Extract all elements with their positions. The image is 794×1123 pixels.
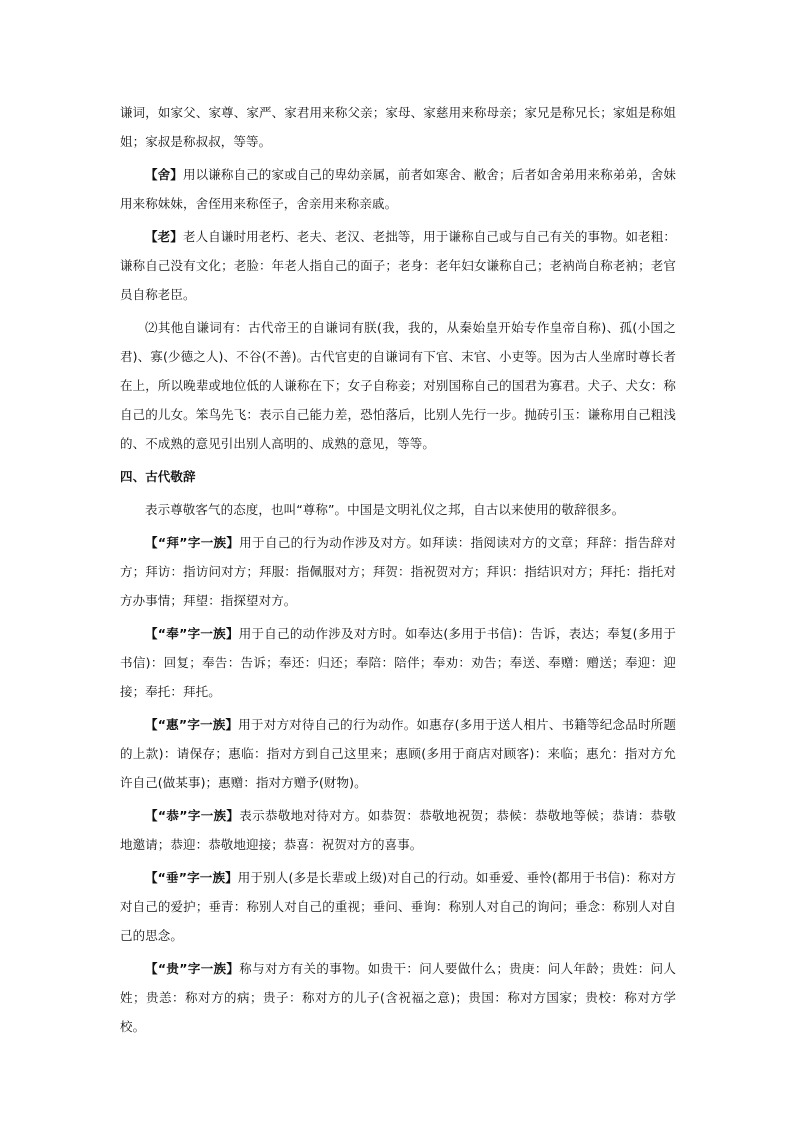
- term-lead: 【老】: [145, 229, 183, 244]
- paragraph-text: 称与对方有关的事物。如贵干：问人要做什么；贵庚：问人年龄；贵姓：问人姓；贵恙：称对方的病；贵子：称对方的儿子(含祝福之意)；贵国：称对方国家；贵校：称对方学校。: [120, 961, 677, 1034]
- paragraph-bai: [120, 528, 676, 615]
- paragraph-hui: [120, 710, 676, 797]
- paragraph-text: ⑵其他自谦词有：古代帝王的自谦词有朕(我，我的，从秦始皇开始专作皇帝自称)、孤(小国之君)、寡(少德之人)、不谷(不善)。古代官吏的自谦词有下官、末官、小吏等。因为古人坐席时尊长者在上，所以晚辈或地位低的人谦称在下；女子自称妾；对别国称自己的国君为寡君。犬子、犬女：称自己的儿女。笨鸟先飞：表示自己能力差，恐怕落后，比别人先行一步。抛砖引玉：谦称用自己粗浅的、不成熟的意见引出别人高明的、成熟的意见，等等。: [120, 320, 676, 451]
- paragraph-other-humble-terms: [120, 313, 676, 458]
- paragraph-she: [120, 160, 676, 218]
- paragraph-text: 表示恭敬地对待对方。如恭贺：恭敬地祝贺；恭候：恭敬地等候；恭请：恭敬地邀请；恭迎：恭敬地迎接；恭喜：祝贺对方的喜事。: [120, 808, 677, 852]
- paragraph-text: 表示尊敬客气的态度，也叫“尊称”。中国是文明礼仪之邦，自古以来使用的敬辞很多。: [145, 502, 625, 517]
- term-lead: 【“恭”字一族】: [145, 808, 240, 823]
- paragraph-lao: [120, 222, 676, 309]
- term-lead: 【“垂”字一族】: [145, 870, 238, 885]
- paragraph-honorific-intro: [120, 495, 676, 524]
- paragraph-text: 用于别人(多是长辈或上级)对自己的行动。如垂爱、垂怜(都用于书信)：称对方对自己的爱护；垂青：称别人对自己的重视；垂问、垂询：称别人对自己的询问；垂念：称别人对自己的思念。: [120, 870, 676, 943]
- term-lead: 【“奉”字一族】: [145, 626, 239, 641]
- paragraph-humble-family-terms: [120, 98, 676, 156]
- section-heading: 四、古代敬辞: [120, 469, 196, 484]
- term-lead: 【“贵”字一族】: [145, 961, 240, 976]
- paragraph-text: 用于对方对待自己的行为动作。如惠存(多用于送人相片、书籍等纪念品时所题的上款)：请保存；惠临：指对方到自己这里来；惠顾(多用于商店对顾客)：来临；惠允：指对方允许自己(做某事)；惠赠：指对方赠予(财物)。: [120, 717, 676, 790]
- paragraph-text: 用于自己的行为动作涉及对方。如拜读：指阅读对方的文章；拜辞：指告辞对方；拜访：指访问对方；拜服：指佩服对方；拜贺：指祝贺对方；拜识：指结识对方；拜托：指托对方办事情；拜望：指探望对方。: [120, 535, 677, 608]
- paragraph-feng: [120, 619, 676, 706]
- paragraph-text: 老人自谦时用老朽、老夫、老汉、老拙等，用于谦称自己或与自己有关的事物。如老粗：谦称自己没有文化；老脸：年老人指自己的面子；老身：老年妇女谦称自己；老衲尚自称老衲；老官员自称老臣。: [120, 229, 676, 302]
- paragraph-text: 用以谦称自己的家或自己的卑幼亲属，前者如寒舍、敝舍；后者如舍弟用来称弟弟，舍妹用来称妹妹，舍侄用来称侄子，舍亲用来称亲戚。: [120, 167, 676, 211]
- term-lead: 【舍】: [145, 167, 183, 182]
- term-lead: 【“拜”字一族】: [145, 535, 240, 550]
- term-lead: 【“惠”字一族】: [145, 717, 239, 732]
- document-body: [120, 98, 676, 1045]
- paragraph-gong: [120, 801, 676, 859]
- paragraph-gui: [120, 954, 676, 1041]
- paragraph-text: 用于自己的动作涉及对方时。如奉达(多用于书信)：告诉，表达；奉复(多用于书信)：回复；奉告：告诉；奉还：归还；奉陪：陪伴；奉劝：劝告；奉送、奉赠：赠送；奉迎：迎接；奉托：拜托。: [120, 626, 677, 699]
- paragraph-text: 谦词，如家父、家尊、家严、家君用来称父亲；家母、家慈用来称母亲；家兄是称兄长；家姐是称姐姐；家叔是称叔叔，等等。: [120, 105, 676, 149]
- paragraph-chui: [120, 863, 676, 950]
